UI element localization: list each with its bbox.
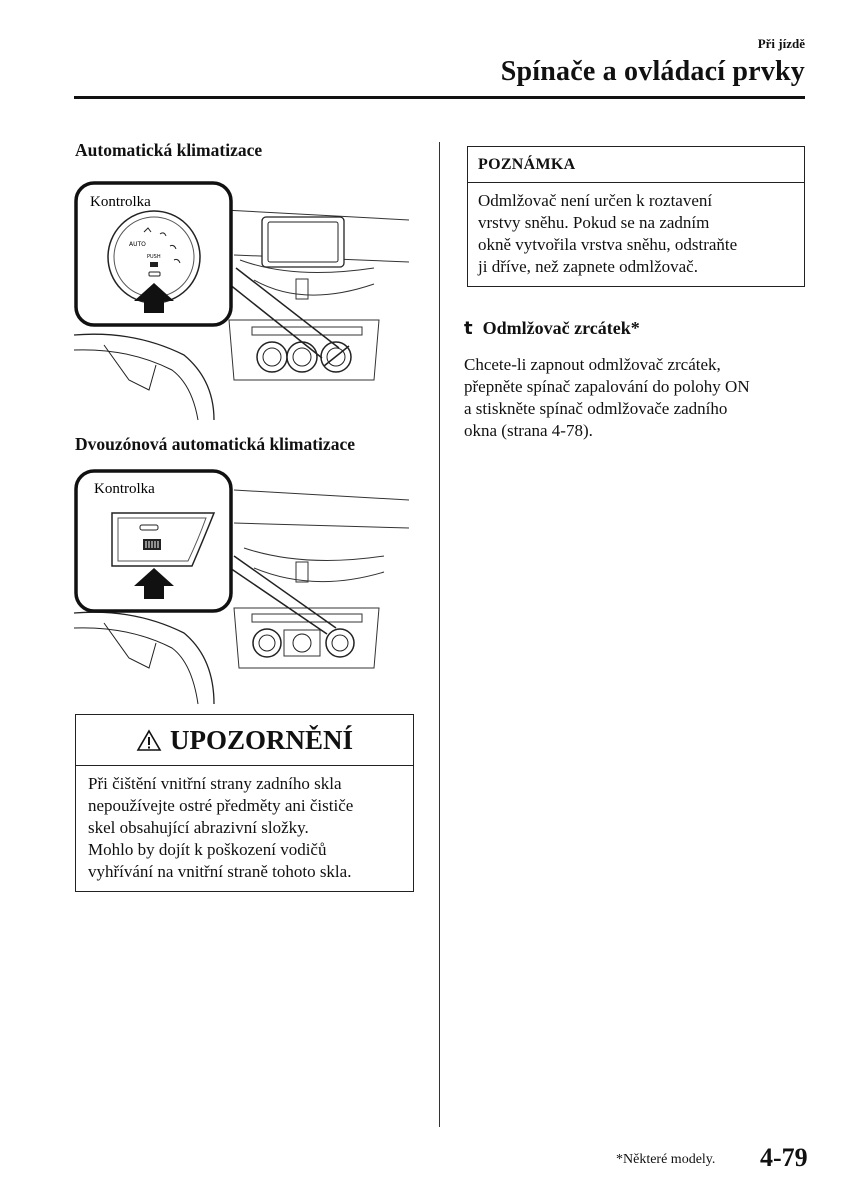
note-line: vrstvy sněhu. Pokud se na zadním [478,213,710,232]
figure2-callout-label: Kontrolka [94,481,155,497]
push-label: PUSH [147,254,161,260]
subsection-title: Odmlžovač zrcátek* [482,318,640,338]
header-rule [74,96,805,99]
page-number: 4-79 [760,1143,808,1172]
column-divider [439,142,440,1127]
warning-box [75,714,414,892]
warning-line: Při čištění vnitřní strany zadního skla [88,774,342,793]
note-body [468,183,804,286]
section-heading-dual-zone: Dvouzónová automatická klimatizace [75,434,355,454]
subsection-heading [464,318,640,339]
warning-line: vyhřívání na vnitřní straně tohoto skla. [88,862,352,881]
body-line: a stiskněte spínač odmlžovače zadního [464,399,728,418]
note-line: Odmlžovač není určen k roztavení [478,191,713,210]
auto-label: AUTO [129,241,146,248]
warning-line: Mohlo by dojít k poškození vodičů [88,840,327,859]
figure-dual-zone-climate [74,468,412,708]
body-line: přepněte spínač zapalování do polohy ON [464,377,750,396]
page-title: Spínače a ovládací prvky [500,56,805,87]
footnote: *Některé modely. [616,1152,716,1167]
section-heading-auto-climate: Automatická klimatizace [75,140,263,160]
warning-triangle-icon [136,729,162,752]
warning-line: skel obsahující abrazivní složky. [88,818,309,837]
warning-title: UPOZORNĚNÍ [169,724,353,755]
chapter-label: Při jízdě [757,36,805,51]
subsection-body [464,354,750,442]
note-line: ji dříve, než zapnete odmlžovač. [478,257,698,276]
bullet-marker: t [464,318,473,339]
warning-body [76,766,413,891]
note-line: okně vytvořila vrstva sněhu, odstraňte [478,235,738,254]
body-line: okna (strana 4-78). [464,421,593,440]
body-line: Chcete-li zapnout odmlžovač zrcátek, [464,355,721,374]
figure-auto-climate [74,180,412,425]
warning-header [76,715,413,766]
figure1-callout-label: Kontrolka [90,194,151,210]
warning-line: nepoužívejte ostré předměty ani čističe [88,796,354,815]
note-box [467,146,805,287]
note-title: POZNÁMKA [468,147,804,183]
